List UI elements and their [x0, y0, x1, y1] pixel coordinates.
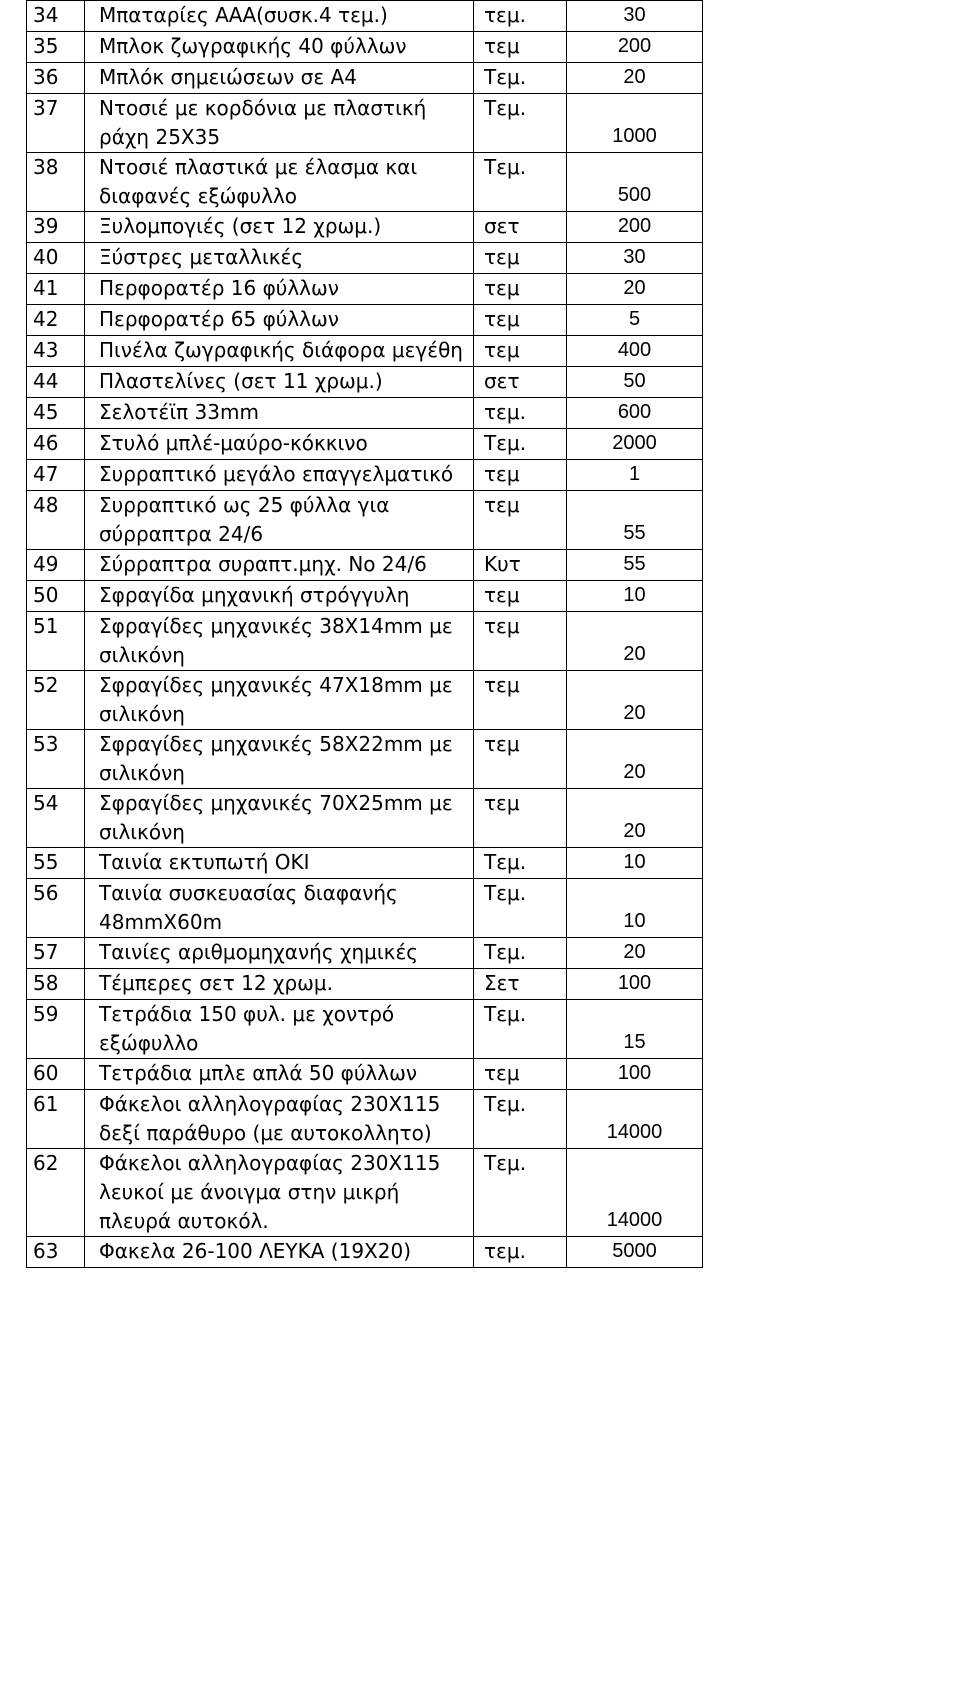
- table-row: [27, 94, 703, 153]
- table-row: [27, 153, 703, 212]
- item-number-cell: 59: [27, 1000, 85, 1059]
- item-unit-cell: τεμ.: [474, 1, 567, 32]
- item-unit-cell: τεμ: [474, 32, 567, 63]
- item-number-cell: 58: [27, 969, 85, 1000]
- item-description-cell: Μπλοκ ζωγραφικής 40 φύλλων: [85, 32, 474, 63]
- item-unit-cell: τεμ.: [474, 1237, 567, 1268]
- item-description-cell: Ξύστρες μεταλλικές: [85, 243, 474, 274]
- item-unit-cell: τεμ: [474, 671, 567, 730]
- item-description-cell: Σφραγίδες μηχανικές 70Χ25mm με σιλικόνη: [85, 789, 474, 848]
- table-row: [27, 581, 703, 612]
- item-quantity-cell: 600: [567, 398, 703, 429]
- table-row: [27, 1, 703, 32]
- table-row: [27, 789, 703, 848]
- item-number-cell: 35: [27, 32, 85, 63]
- item-quantity-cell: 14000: [567, 1149, 703, 1237]
- item-quantity-cell: 20: [567, 274, 703, 305]
- item-quantity-cell: 1000: [567, 94, 703, 153]
- item-unit-cell: Κυτ: [474, 550, 567, 581]
- item-unit-cell: Τεμ.: [474, 94, 567, 153]
- item-quantity-cell: 5: [567, 305, 703, 336]
- item-description-cell: Πινέλα ζωγραφικής διάφορα μεγέθη: [85, 336, 474, 367]
- item-quantity-cell: 20: [567, 671, 703, 730]
- item-quantity-cell: 50: [567, 367, 703, 398]
- table-row: [27, 212, 703, 243]
- item-quantity-cell: 20: [567, 63, 703, 94]
- item-unit-cell: τεμ: [474, 305, 567, 336]
- table-row: [27, 429, 703, 460]
- item-number-cell: 36: [27, 63, 85, 94]
- table-row: [27, 938, 703, 969]
- item-description-cell: Σύρραπτρα συραπτ.μηχ. Νο 24/6: [85, 550, 474, 581]
- item-number-cell: 60: [27, 1059, 85, 1090]
- item-description-cell: Φακελα 26-100 ΛΕΥΚΑ (19Χ20): [85, 1237, 474, 1268]
- item-description-cell: Σφραγίδες μηχανικές 47Χ18mm με σιλικόνη: [85, 671, 474, 730]
- item-quantity-cell: 15: [567, 1000, 703, 1059]
- item-quantity-cell: 500: [567, 153, 703, 212]
- item-number-cell: 39: [27, 212, 85, 243]
- item-description-cell: Ντοσιέ πλαστικά με έλασμα και διαφανές εξώφυλλο: [85, 153, 474, 212]
- item-description-cell: Σελοτέϊπ 33mm: [85, 398, 474, 429]
- item-number-cell: 45: [27, 398, 85, 429]
- item-number-cell: 53: [27, 730, 85, 789]
- item-description-cell: Φάκελοι αλληλογραφίας 230Χ115 λευκοί με άνοιγμα στην μικρή πλευρά αυτοκόλ.: [85, 1149, 474, 1237]
- item-number-cell: 49: [27, 550, 85, 581]
- item-quantity-cell: 20: [567, 938, 703, 969]
- table-row: [27, 1149, 703, 1237]
- item-quantity-cell: 400: [567, 336, 703, 367]
- item-quantity-cell: 55: [567, 550, 703, 581]
- item-quantity-cell: 20: [567, 789, 703, 848]
- item-number-cell: 56: [27, 879, 85, 938]
- item-description-cell: Στυλό μπλέ-μαύρο-κόκκινο: [85, 429, 474, 460]
- item-description-cell: Τέμπερες σετ 12 χρωμ.: [85, 969, 474, 1000]
- item-unit-cell: τεμ: [474, 274, 567, 305]
- item-unit-cell: τεμ: [474, 789, 567, 848]
- table-row: [27, 367, 703, 398]
- table-row: [27, 274, 703, 305]
- item-quantity-cell: 5000: [567, 1237, 703, 1268]
- table-row: [27, 460, 703, 491]
- item-number-cell: 37: [27, 94, 85, 153]
- item-number-cell: 47: [27, 460, 85, 491]
- table-row: [27, 63, 703, 94]
- item-unit-cell: τεμ: [474, 336, 567, 367]
- item-number-cell: 43: [27, 336, 85, 367]
- item-unit-cell: Τεμ.: [474, 63, 567, 94]
- item-unit-cell: Τεμ.: [474, 1000, 567, 1059]
- table-row: [27, 1000, 703, 1059]
- item-description-cell: Τετράδια 150 φυλ. με χοντρό εξώφυλλο: [85, 1000, 474, 1059]
- item-number-cell: 62: [27, 1149, 85, 1237]
- item-unit-cell: Σετ: [474, 969, 567, 1000]
- item-description-cell: Μπαταρίες ΑΑΑ(συσκ.4 τεμ.): [85, 1, 474, 32]
- item-number-cell: 46: [27, 429, 85, 460]
- table-row: [27, 32, 703, 63]
- item-quantity-cell: 10: [567, 879, 703, 938]
- table-row: [27, 336, 703, 367]
- table-row: [27, 1090, 703, 1149]
- item-unit-cell: Τεμ.: [474, 1090, 567, 1149]
- item-number-cell: 34: [27, 1, 85, 32]
- item-number-cell: 50: [27, 581, 85, 612]
- table-row: [27, 1237, 703, 1268]
- item-unit-cell: Τεμ.: [474, 848, 567, 879]
- item-quantity-cell: 55: [567, 491, 703, 550]
- item-number-cell: 55: [27, 848, 85, 879]
- item-number-cell: 38: [27, 153, 85, 212]
- item-quantity-cell: 10: [567, 848, 703, 879]
- item-quantity-cell: 14000: [567, 1090, 703, 1149]
- item-unit-cell: Τεμ.: [474, 938, 567, 969]
- item-description-cell: Συρραπτικό ως 25 φύλλα για σύρραπτρα 24/6: [85, 491, 474, 550]
- item-number-cell: 52: [27, 671, 85, 730]
- item-description-cell: Σφραγίδες μηχανικές 38Χ14mm με σιλικόνη: [85, 612, 474, 671]
- item-unit-cell: τεμ.: [474, 398, 567, 429]
- table-row: [27, 491, 703, 550]
- item-quantity-cell: 20: [567, 612, 703, 671]
- item-unit-cell: Τεμ.: [474, 429, 567, 460]
- item-quantity-cell: 30: [567, 1, 703, 32]
- item-unit-cell: τεμ: [474, 1059, 567, 1090]
- item-unit-cell: τεμ: [474, 460, 567, 491]
- table-row: [27, 671, 703, 730]
- item-quantity-cell: 1: [567, 460, 703, 491]
- table-body: [27, 1, 703, 1268]
- item-description-cell: Ξυλομπογιές (σετ 12 χρωμ.): [85, 212, 474, 243]
- item-unit-cell: Τεμ.: [474, 879, 567, 938]
- item-unit-cell: τεμ: [474, 243, 567, 274]
- item-quantity-cell: 10: [567, 581, 703, 612]
- item-number-cell: 61: [27, 1090, 85, 1149]
- item-description-cell: Ταινία εκτυπωτή ΟΚΙ: [85, 848, 474, 879]
- table-row: [27, 305, 703, 336]
- item-unit-cell: Τεμ.: [474, 153, 567, 212]
- item-unit-cell: σετ: [474, 367, 567, 398]
- item-unit-cell: τεμ: [474, 730, 567, 789]
- item-unit-cell: Τεμ.: [474, 1149, 567, 1237]
- table-row: [27, 730, 703, 789]
- item-description-cell: Πλαστελίνες (σετ 11 χρωμ.): [85, 367, 474, 398]
- item-quantity-cell: 2000: [567, 429, 703, 460]
- item-quantity-cell: 200: [567, 212, 703, 243]
- item-number-cell: 44: [27, 367, 85, 398]
- item-unit-cell: τεμ: [474, 491, 567, 550]
- item-quantity-cell: 100: [567, 969, 703, 1000]
- item-description-cell: Σφραγίδες μηχανικές 58Χ22mm με σιλικόνη: [85, 730, 474, 789]
- item-description-cell: Ντοσιέ με κορδόνια με πλαστική ράχη 25Χ35: [85, 94, 474, 153]
- item-quantity-cell: 200: [567, 32, 703, 63]
- table-row: [27, 243, 703, 274]
- table-row: [27, 398, 703, 429]
- table-row: [27, 550, 703, 581]
- item-description-cell: Ταινίες αριθμομηχανής χημικές: [85, 938, 474, 969]
- item-unit-cell: σετ: [474, 212, 567, 243]
- item-number-cell: 57: [27, 938, 85, 969]
- table-row: [27, 879, 703, 938]
- item-number-cell: 63: [27, 1237, 85, 1268]
- item-quantity-cell: 20: [567, 730, 703, 789]
- item-description-cell: Περφορατέρ 65 φύλλων: [85, 305, 474, 336]
- supplies-table: [26, 0, 703, 1268]
- item-description-cell: Περφορατέρ 16 φύλλων: [85, 274, 474, 305]
- item-number-cell: 40: [27, 243, 85, 274]
- item-quantity-cell: 100: [567, 1059, 703, 1090]
- item-number-cell: 51: [27, 612, 85, 671]
- item-description-cell: Τετράδια μπλε απλά 50 φύλλων: [85, 1059, 474, 1090]
- item-description-cell: Ταινία συσκευασίας διαφανής 48mmX60m: [85, 879, 474, 938]
- document-page: [26, 0, 703, 1268]
- item-number-cell: 54: [27, 789, 85, 848]
- table-row: [27, 612, 703, 671]
- item-number-cell: 42: [27, 305, 85, 336]
- item-description-cell: Σφραγίδα μηχανική στρόγγυλη: [85, 581, 474, 612]
- table-row: [27, 848, 703, 879]
- item-description-cell: Συρραπτικό μεγάλο επαγγελματικό: [85, 460, 474, 491]
- item-quantity-cell: 30: [567, 243, 703, 274]
- table-row: [27, 969, 703, 1000]
- item-unit-cell: τεμ: [474, 612, 567, 671]
- item-description-cell: Μπλόκ σημειώσεων σε Α4: [85, 63, 474, 94]
- item-unit-cell: τεμ: [474, 581, 567, 612]
- item-number-cell: 48: [27, 491, 85, 550]
- item-description-cell: Φάκελοι αλληλογραφίας 230Χ115 δεξί παράθυρο (με αυτοκολλητο): [85, 1090, 474, 1149]
- item-number-cell: 41: [27, 274, 85, 305]
- table-row: [27, 1059, 703, 1090]
